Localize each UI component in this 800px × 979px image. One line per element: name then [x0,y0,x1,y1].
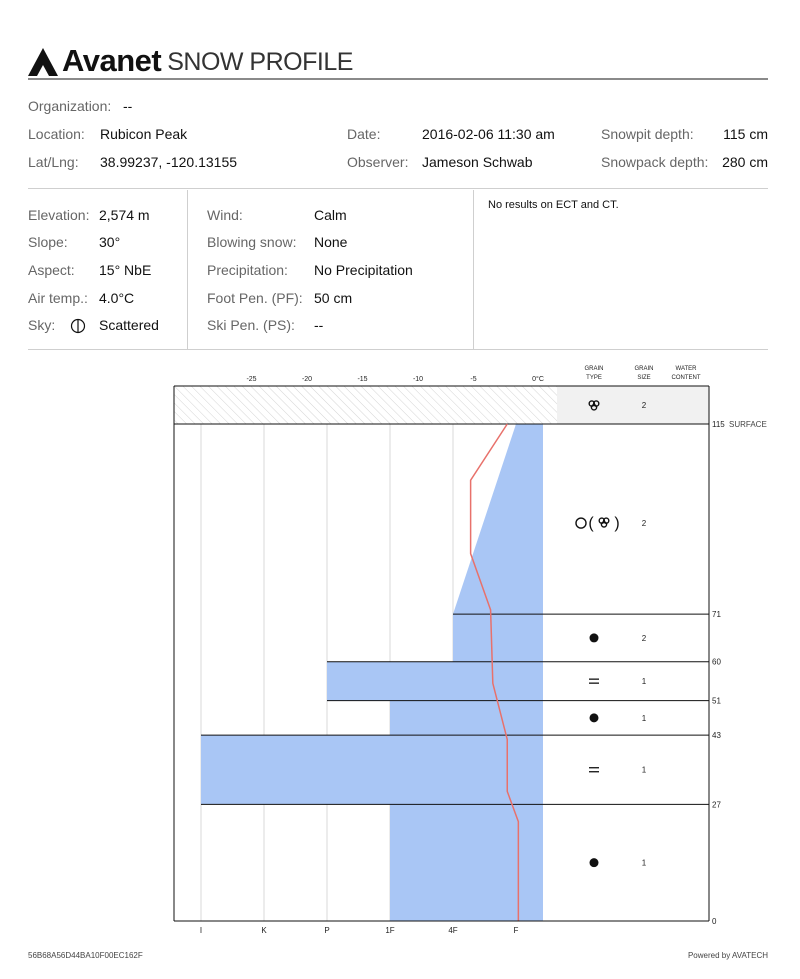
elevation-label: Elevation: [28,207,90,223]
air-temp-value: 4.0°C [99,290,135,306]
foot-pen-label: Foot Pen. (PF): [207,290,303,306]
hardness-tick-label: K [261,926,267,935]
foot-pen-value: 50 cm [314,290,353,306]
layer-grain-size: 1 [641,713,647,723]
grain-size-header: SIZE [637,375,651,381]
location-value: Rubicon Peak [100,126,188,142]
temperature-tick-label: -15 [357,376,368,383]
water-content-header: CONTENT [671,375,701,381]
temperature-tick-label: -10 [412,376,424,383]
crust-grain-icon [589,768,599,772]
melt-form-grain-icon [590,713,599,722]
observer-label: Observer: [347,154,409,170]
tests-note: No results on ECT and CT. [488,199,619,211]
precipitation-value: No Precipitation [314,262,413,278]
snowpack-depth-label: Snowpack depth: [601,154,709,170]
grain-type-header: TYPE [586,375,602,381]
water-content-header: WATER [675,366,697,372]
depth-label: 51 [712,696,721,706]
aspect-label: Aspect: [28,262,75,278]
snowpit-depth-value: 115 cm [723,126,768,142]
faceted-grain-icon [599,518,609,527]
temperature-tick-label: -25 [246,376,257,383]
date-label: Date: [347,126,381,142]
organization-label: Organization: [28,98,112,114]
layer-grain-size: 1 [641,858,647,868]
organization-value: -- [123,98,133,114]
hardness-tick-label: F [513,926,519,935]
surface-hatch [174,386,557,424]
ski-pen-label: Ski Pen. (PS): [207,317,295,333]
sky-value: Scattered [99,317,159,333]
elevation-value: 2,574 m [99,207,150,223]
layer-grain-size: 1 [641,677,647,687]
latlng-label: Lat/Lng: [28,154,79,170]
depth-label: 43 [712,731,721,741]
depth-label: 27 [712,800,721,810]
hardness-tick-label: 4F [448,926,458,935]
surface-label: SURFACE [729,420,767,429]
sky-label: Sky: [28,317,56,333]
depth-label: 0 [712,917,717,926]
surface-band [557,386,709,424]
hardness-tick-label: I [199,926,203,935]
depth-label: 60 [712,657,721,667]
crust-grain-icon [589,679,599,683]
layer-grain-size: 1 [641,765,647,775]
document-title: SNOW PROFILE [167,48,353,76]
melt-form-grain-icon [590,633,599,642]
layer-grain-size: 2 [641,633,647,643]
depth-label: 115 [712,420,725,429]
rounded-with-faceted-grain-icon [576,515,620,532]
ski-pen-value: -- [314,317,324,333]
temperature-tick-label: -5 [470,376,477,383]
air-temp-label: Air temp.: [28,290,88,306]
location-label: Location: [28,126,85,142]
hardness-tick-label: 1F [385,926,395,935]
hardness-tick-label: P [324,926,330,935]
aspect-value: 15° NbE [99,262,152,278]
wind-label: Wind: [207,207,243,223]
slope-label: Slope: [28,234,68,250]
svg-text:): ) [614,515,620,533]
blowing-snow-label: Blowing snow: [207,234,297,250]
wind-value: Calm [314,207,347,223]
observer-value: Jameson Schwab [422,154,533,170]
surface-grain-size: 2 [641,401,647,410]
slope-value: 30° [99,234,121,250]
layer-grain-size: 2 [641,519,647,529]
melt-form-grain-icon [590,858,599,867]
temperature-tick-label: 0°C [532,376,544,383]
blowing-snow-value: None [314,234,348,250]
powered-by: Powered by AVATECH [687,951,768,960]
grain-size-header: GRAIN [634,366,654,372]
profile-id: 56B68A56D44BA10F00EC162F [28,951,143,960]
svg-text:(: ( [588,515,594,533]
snowpack-depth-value: 280 cm [722,154,768,170]
depth-label: 71 [712,610,721,620]
temperature-tick-label: -20 [301,376,313,383]
latlng-value: 38.99237, -120.13155 [100,154,238,170]
brand-name: Avanet [62,43,162,78]
date-value: 2016-02-06 11:30 am [422,126,555,142]
snowpit-depth-label: Snowpit depth: [601,126,694,142]
grain-type-header: GRAIN [584,366,604,372]
precipitation-label: Precipitation: [207,262,288,278]
hardness-profile [201,424,543,921]
